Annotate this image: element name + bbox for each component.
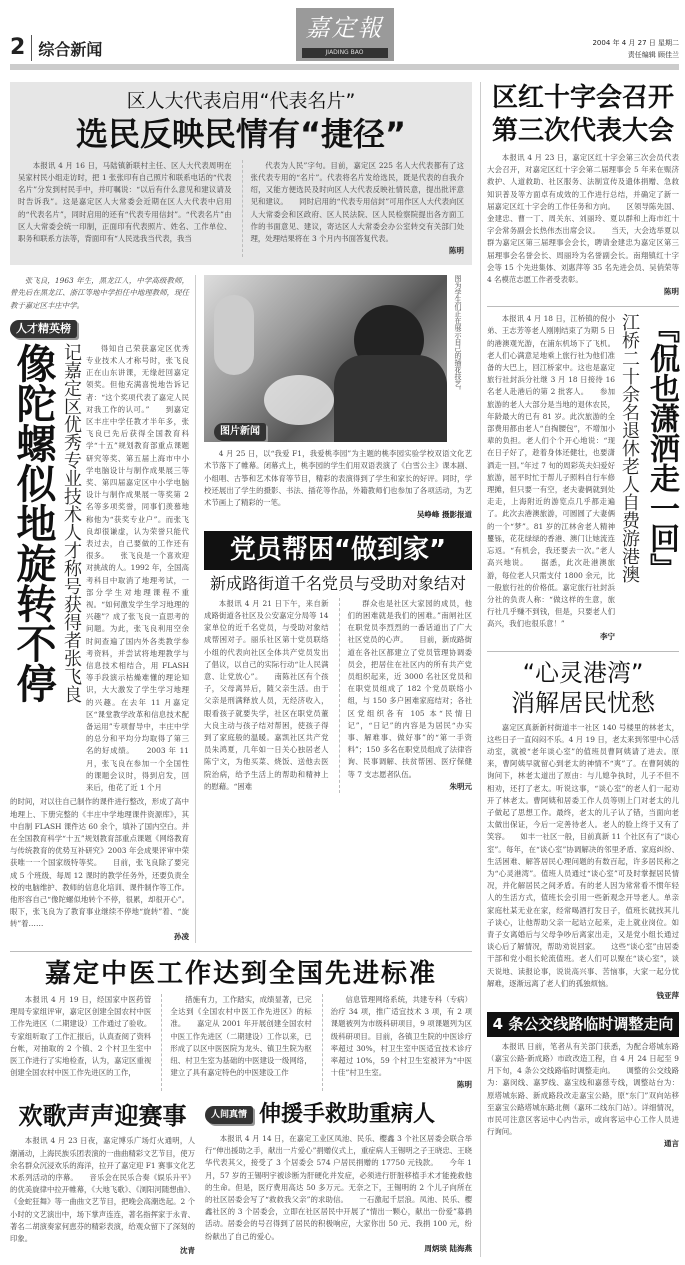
- article-concert: [10, 1101, 195, 1257]
- article-subtitle: 记嘉定区优秀专业技术人才称号获得者张飞良: [61, 342, 82, 703]
- byline: 周炳琰 陆海燕: [424, 1243, 472, 1253]
- article-aid: [205, 1101, 472, 1257]
- article-body-col2: 代表为人民”字句。目前，嘉定区 225 名人大代表都有了这张代表专用的“名片”。代表将名片发给选民，既是代表的自我介绍，又能方便选民及时向区人大代表反映社情民意，提出批评意见和建议。 同时启用的“代表专用信封”可用作区人大代表向区人大常委会和区政府、区人民法院、区人民检察院提出各方面工作的书面意见、建议，寄达区人大常委会办公室转交有关部门处理，处理结果将在 3 个月内书面答复代表。: [250, 160, 464, 243]
- article-tcm: [10, 951, 472, 1092]
- logo-text: 嘉定報: [305, 14, 384, 42]
- photo-side-caption: 图为学生们正在展示自己的插花技艺。: [454, 275, 462, 395]
- page-header: [10, 8, 679, 70]
- section-title: 综合新闻: [38, 39, 103, 59]
- article-headline: 选民反映民情有“捷径”: [75, 114, 407, 153]
- photo-news: [204, 275, 472, 442]
- news-photo: [204, 275, 447, 442]
- byline: 陈明: [449, 246, 464, 256]
- article-headline: “心灵港湾”: [522, 658, 644, 687]
- logo-subtitle: JIADING BAO: [302, 48, 388, 58]
- article-headline: 像陀螺似地旋转不停: [10, 342, 56, 703]
- page-number: 2: [10, 35, 32, 61]
- article-profile: [10, 275, 196, 942]
- article-headline: 区红十字会召开: [491, 83, 674, 113]
- article-headline: 嘉定中医工作达到全国先进标准: [44, 958, 437, 989]
- byline: 钱亚萍: [656, 990, 679, 1000]
- article-bus-routes: [487, 1012, 679, 1150]
- article-body-col2: 群众也是社区大家园的成员，他们的困难就是我们的困难。”南闸社区在职党员李烈烈的一番话道出了广大社区党员的心声。 目前，新成路街道在各社区都建立了党员管理协调委员会，把居住在社区内的所有共产党员组织起来，近 3000 名社区党员和在职党员组成了 182 个党员联络小组，与 150 多户困难家庭结对；各社区党组织各有 105 本“民情日记”，“日记”的内容是为居民“办实事、解难事、做好事”的“第一手资料”；150 多名在职党员组成了法律咨询、民事调解、扶贫帮困、医疗保健等 7 支志愿者队伍。: [347, 598, 472, 779]
- article-headline: 伸援手救助重病人: [259, 1102, 436, 1128]
- issue-date: 2004 年 4 月 27 日 星期二: [592, 39, 679, 47]
- byline: 李宁: [600, 631, 615, 641]
- article-body: 本报讯 日前，笔者从有关部门获悉，为配合塔城东路（嘉宝公路-新成路）市政改造工程，自 4 月 24 日起至 9 月下旬，4 条公交线路临时调整走向。 调整的公交线路为：嘉闵线、嘉罗线、嘉宝线和嘉慈专线，调整站台为：原塔城东路、新成路段改走嘉宝公路，原“东门”双向站移至嘉宝公路塔城东路北侧（嘉环二线东门站）。详细情况，市民可注意区客运中心内告示，或向客运中心工作人员进行询问。: [487, 1041, 679, 1137]
- column-badge: 人才精英榜: [10, 320, 77, 338]
- article-headline: 『侃也潇洒走一回』: [644, 313, 679, 584]
- article-subtitle: 新成路街道千名党员与受助对象结对: [209, 573, 466, 593]
- article-body: 本报讯 4 月 18 日，江桥镇的倪小弟、王志芳等老人刚刚结束了为期 5 日的港澳观光游，在浦东机场下了飞机。老人们心满意足地乘上旅行社为他们准备的大巴上，回江桥家中。这也是嘉定旅行社封浜分社继 3 月 18 日接待 16 名老人赴港后的第 2 批客人。 参加旅游的老人大部分是当地的退休农民，年龄最大的已有 81 岁。此次旅游的全部费用都由老人“自掏腰包”，不增加小辈的负担。老人们个个开心地说：“现在日子好了，趁着身体还健壮，也要潇洒走一回。”年过 7 旬的周彩英夫妇爱好旅游，屈平时忙于帮儿子照料自行车修理摊，但只要一有空，老夫妻俩就到处走走，上海附近的游览点几乎都走遍了。此次去港澳旅游，可圆圆了大妻俩的一个“梦”。81 岁的江林舍老人精神矍铄，花花绿绿的香港、澳门让她流连忘返。“有机会，我还要去一次。”老人高兴地说。 据悉，此次赴港澳旅游，每位老人只需支付 1800 余元，比一般旅行社的价格低。嘉定旅行社封浜分社的负责人称：“做这样的生意，旅行社几乎赚不到钱，但是，只要老人们高兴，我们也很乐意！”: [487, 314, 615, 629]
- article-body-col1: 本报讯 4 月 21 日下午，来自新成路街道各社区及公安嘉定分局等 14 家单位的近千名党员，与受助对象结成帮困对子。丽乐社区第十党员联络小组的代表向社区全体共产党员发出了倡议，以自己的实际行动“让人民满意、让党放心”。 南陈社区有个孩子，父母离异后，随父亲生活。由于父亲是刑满释放人员，无经济收入，眼看孩子就要失学，社区在职党员董大良主动与孩子结对帮困，使孩子得到了家庭般的温暖。嘉凯社区共产党员朱鸿夏，几年如一日关心独居老人陈宁文，为他买菜、烧饭、送他去医院治病，给予生活上的帮助和精神上的慰藉。“困难: [204, 598, 329, 791]
- article-body: 本报讯 4 月 23 日，嘉定区红十字会第三次会员代表大会召开，对嘉定区红十字会第二届理事会 5 年来在赈济救护、人道救助、社区服务、法制宣传及遗体捐赠、急救知识普及等方面卓有成效的工作进行总结，并确定了新一届嘉定区红十字会的工作任务和方向。 区领导陈先国、金建忠、曹一丁、周关东、刘丽玲、夏以群和上海市红十字会常务副会长热伟杰出席会议。 当天，大会选举夏以群为嘉定区第三届理事会会长，聘请金建忠为嘉定区第三届理事会名誉会长、周丽玲为名誉副会长。南翔镇红十字会等 15 个先进集体、刘惠萍等 35 名先进会员、吴俏荣等 4 名模范志愿工作者受表彰。: [487, 153, 679, 285]
- right-column: [480, 82, 679, 1257]
- left-area: [10, 82, 472, 1257]
- byline: 通言: [664, 1139, 679, 1149]
- article-body: 得知自己荣获嘉定区优秀专业技术人才称号时，张飞良正在山东讲课，无缘赶回嘉定领奖。但他充满喜悦地告诉记者：“这个奖项代表了嘉定人民对我工作的认可。” 到嘉定区丰庄中学任教才半年多，张飞良已先后获得全国教育科学“十五”规划教育部重点课题研究等奖、第五届上海市中小学电脑设计与制作成果展三等奖、第四届嘉定区中小学电脑设计与制作成果展一等奖第 2 名等多项奖誉，同事们羡慕地称他为“获奖专业户”。而张飞良却很谦虚，认为荣誉只能代表过去，自己要做的工作还有很多。 张飞良是一个喜欢迎对挑战的人。1992 年，全国高考科目中取消了地理考试，一部分学生对地理课程不重视。“如何激发学生学习地理的兴趣”？成了张飞良一直思考的问题。为此，张飞良利用空余时间查遍了国内外各类教学参考资料，并尝试将地理教学与信息技术相结合，用 FLASH 等手段演示枯燥难懂的理论知识，大大激发了学生学习地理的兴趣。在去年 11 月嘉定区“课堂教学改革和信息技术配备运用”专项督导中，丰庄中学的总分和平均分均取得了第三名的好成绩。 2003 年 11 月，张飞良在参加一个全国性的课题会议时，得到启发，回来后，他花了近 1 个月: [86, 343, 189, 793]
- issue-info: [479, 37, 679, 61]
- article-body: 嘉定区真新新村街道丰一社区 140 号楼里的林老太，这些日子一直闷闷不乐。4 月 19 日，老太来到邻里中心活动室，就被“老年谈心室”的值班员曹阿姨请了进去。原来，曹阿姨早就留心到老太的神情不“爽”了。在曹阿姨的询问下，林老太道出了原由：与儿媳争执时，儿子不但不相劝，还打了老太。听说这事，“谈心室”的老人们一起劝开了林老太。曹阿姨和居委工作人员等则上门对老太的儿子做起了思想工作。最终，老太的儿子认了错，当面向老太做出保证，今后一定善待老人。老人的脸上终于又有了笑容。 如丰一社区一般，目前真新 11 个社区有了“谈心室”。每年，在“谈心室”协调解决的邻里矛盾、家庭纠纷、生活困难、解答居民心理问题的有数百起，许多居民称之为“心灵港湾”。值班人员通过“谈心室”可及时掌握居民情况，并化解居民之间矛盾。有的老人因为常常看不惯年轻人的生活方式，值班长会引用一些新观念开导老人。单亲家庭杜某无业在家，经常喝酒打发日子，值班长就找其儿子谈心，让他帮助父亲一起站立起来，走上就业岗位。如青子女离婚后与父母争吵后离家出走，又是党小组长通过谈心后了解情况，帮助劝说回家。 这些“谈心室”由居委干部和党小组长轮流值班。老人们可以聚在“谈心室”，谈天说地、读报论事，说说高兴事、苦恼事，大家一起分忧解难，逐渐远离了老人们的孤独烦恼。: [487, 722, 679, 988]
- byline: 孙凌: [174, 931, 189, 941]
- byline: 沈青: [180, 1246, 195, 1256]
- photo-caption: 4 月 25 日，以“我爱 F1，我爱桃李园”为主题的桃李园实验学校双语文化艺术节落下了帷幕。闭幕式上，桃李园的学生们用双语表演了《白雪公主》课本剧、小组唱、古筝和艺术体育等节目，精彩的表演得到了学生和家长的好评。同时，学校还展出了学生的摄影、书法、插花等作品，外籍教师们也参加了各项活动，为艺术节画上了精彩的一笔。: [204, 449, 472, 507]
- profile-intro: 张飞良，1963 年生，黑龙江人，中学高级教师，曾先后在黑龙江、浙江等地中学担任中地理教师，现任教于嘉定区丰庄中学。: [10, 276, 189, 310]
- article-hk-tour: [487, 306, 679, 642]
- byline: 陈明: [456, 1080, 472, 1090]
- masthead-logo: [296, 8, 394, 61]
- article-subtitle: 江桥二十余名退休老人自费游港澳: [619, 313, 640, 584]
- article-subtitle: 区人大代表启用“代表名片”: [126, 90, 356, 112]
- article-headline: 党员帮困“做到家”: [204, 531, 472, 570]
- article-body-col3: 信息管理网络系统，共建专科（专病）治疗 34 项，推广适宜技术 3 项，有 2 项课题被列为市级科研项目，9 项课题列为区级科研项目。目前，各镇卫生院的中医诊疗率超过 30%，村卫生室中医适宜技术诊疗率超过 10%，59 个村卫生室被评为“中医十佳”村卫生室。: [330, 995, 472, 1078]
- article-body-col1: 本报讯 4 月 19 日，经国家中医药管理局专家组评审，嘉定区创建全国农村中医工作先进区（二期建设）工作通过了验收。专家组听取了工作汇报后，认真查阅了资料台帐，对抽取的 2 个镇、2 个村卫生室中医工作进行了实地检查，认为，嘉定区重视创建全国农村中医工作先进区的工作，: [10, 995, 152, 1078]
- section-label: [10, 35, 210, 61]
- article-party-help: [204, 531, 472, 793]
- article-headline-line2: 消解居民忧愁: [511, 688, 655, 717]
- article-heart-harbor: [487, 651, 679, 1002]
- article-headline: 4 条公交线路临时调整走向: [487, 1012, 679, 1037]
- article-body-cont: 的时间，对以往自己制作的课件进行整改，形成了高中地理上、下册完整的《丰庄中学地理课件资源库》，其中自制 FLASH 课件达 60 余个，填补了国内空白。并在全国教育科学“十五”规划教育部重点课题《网络教育与传统教育的优势互补研究》2003 年会成果评审中荣获唯一一个国家级特等奖。 目前，张飞良除了要完成 5 个班级、每周 12 课时的教学任务外，还要负责全校的电脑维护、教师的信息化培训、课件制作等工作。他形容自己“像陀螺似地转个不停，很累，却很开心”。眼下，张飞良为了教育事业继续不停地“旋转”着、“旋转”着……: [10, 797, 189, 929]
- article-red-cross: [487, 82, 679, 298]
- editor-credit: 责任编辑 顾佳兰: [627, 51, 679, 59]
- column-badge: 人间真情: [205, 1106, 253, 1124]
- byline: 陈明: [664, 287, 679, 297]
- article-body: 本报讯 4 月 23 日夜，嘉定博乐广场灯火通明，人潮涌动，上海民族乐团表演的一曲曲精彩文艺节目，使万余名群众沉浸欢乐的海洋，拉开了嘉定迎 F1 赛事文化艺术系列活动的序幕。 音乐会在民乐合奏《娱乐升平》的优美旋律中拉开帷幕，《大地飞歌》、《浏阳河随想曲》、《金蛇狂舞》等一曲曲文艺节目，把晚会高潮迭起。2 个小时的文艺演出中，场下掌声连连，著名指挥家于永青、著名二胡演奏家何恵芬的精彩表演，给观众留下了深刻的印象。: [10, 1136, 195, 1244]
- photo-news-badge: 图片新闻: [214, 423, 266, 441]
- article-body-col2: 措施有力，工作踏实，成绩显著，已完全达到《全国农村中医工作先进区》的标准。 嘉定从 2001 年开展创建全国农村中医工作先进区（二期建设）工作以来，已形成了以区中医医院为龙头、镇卫生院为枢纽、村卫生室为基础的中医建设一级网络，建立了具有嘉定特色的中医建设工作: [161, 994, 311, 1091]
- article-body-col1: 本报讯 4 月 16 日，马陆镇新联村主任、区人大代表周明在吴家村民小组走访时，把 1 张张印有自己照片和联系电话的“代表名片”分发到村民手中，并叮嘱说：“以后有什么意见和建议请及时告诉我”。这是嘉定区人大常委会近期在区人大代表中启用的“代表名片”，同时启用的还有“代表专用信封”。“代表名片”由区人大常委会统一印制，正面印有代表照片、姓名、工作单位、职务和联系方法等，背面印有“人民选我当代表，我当: [18, 160, 232, 243]
- byline: 吴峥峰 摄影报道: [416, 510, 472, 520]
- byline: 朱明元: [449, 781, 472, 791]
- article-headline-line2: 第三次代表大会: [491, 115, 674, 146]
- article-body: 本报讯 4 月 14 日，在嘉定工业区凤池、民乐、樱鑫 3 个社区居委会联合举行“伸出援助之手，献出一片爱心”捐赠仪式上，重症病人王锡明之子王晓忠、王晓华代表其父，接受了 3 个居委会 574 户居民捐赠的 17750 元钱款。 今年 1 月，57 岁的王锡明宇被诊断为肝硬化并发症，必须进行肝脏移植手术才能挽救他的生命。但是，医疗费用高达 50 多万元。无奈之下，王锡明的 2 个儿子向所在的社区居委会写了“救救我父亲”的求助信。 一石激起千层浪。凤池、民乐、樱鑫社区的 3 个居委会，立即在社区居民中开展了“情出一颗心，献出一份爱”募捐活动。居委会的号召得到了居民的积极响应，大家你出 50 元、我捐 100 元，纷纷献出了自己的爱心。: [205, 1133, 472, 1241]
- article-delegate-cards: [10, 82, 472, 265]
- article-headline: 欢歌声声迎赛事: [18, 1102, 187, 1131]
